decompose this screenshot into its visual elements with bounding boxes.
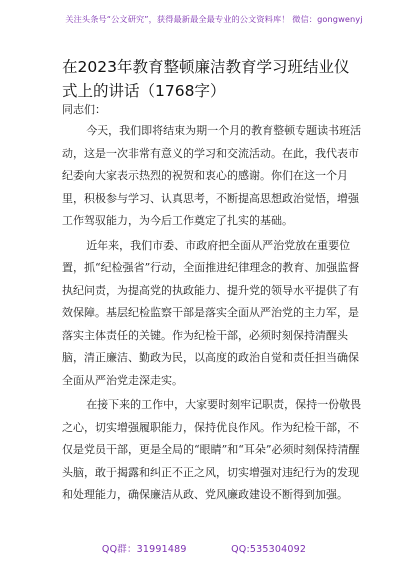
footer-qq-group: QQ群：31991489 xyxy=(101,544,187,555)
header-promo-note: 关注头条号“公文研究”，获得最新最全最专业的公文资料库！ 微信：gongwenyj xyxy=(65,14,363,24)
speech-body xyxy=(62,120,362,509)
greeting: 同志们： xyxy=(62,103,106,116)
page-title: 在2023年教育整顿廉洁教育学习班结业仪式上的讲话（1768字） xyxy=(62,58,350,100)
paragraph: 在接下来的工作中，大家要时刻牢记职责，保持一份敬畏之心，切实增强履职能力，保持优良作风。作为纪检干部，不仅是党员干部，更是全局的“眼睛”和“耳朵”必须时刻保持清醒头脑，敢于揭露和纠正不正之风，切实增强对违纪行为的发现和处理能力，确保廉洁从政、党风廉政建设不断得到加强。 xyxy=(62,398,362,501)
paragraph: 近年来，我们市委、市政府把全面从严治党放在重要位置，抓“纪检强省”行动，全面推进纪律理念的教育、加强监督执纪问责，为提高党的执政能力、提升党的领导水平提供了有效保障。基层纪检监察干部是落实全面从严治党的主力军，是落实主体责任的关键。作为纪检干部，必须时刻保持清醒头脑，清正廉洁、勤政为民，以高度的政治自觉和责任担当确保全面从严治党走深走实。 xyxy=(62,238,360,387)
footer-contact xyxy=(0,541,408,555)
paragraph: 今天，我们即将结束为期一个月的教育整顿专题读书班活动，这是一次非常有意义的学习和交流活动。在此，我代表市纪委向大家表示热烈的祝贺和衷心的感谢。你们在这一个月里，积极参与学习、认真思考，不断提高思想政治觉悟，增强工作驾驭能力，为今后工作奠定了扎实的基础。 xyxy=(62,124,362,227)
footer-qq-number: QQ:535304092 xyxy=(231,544,307,555)
